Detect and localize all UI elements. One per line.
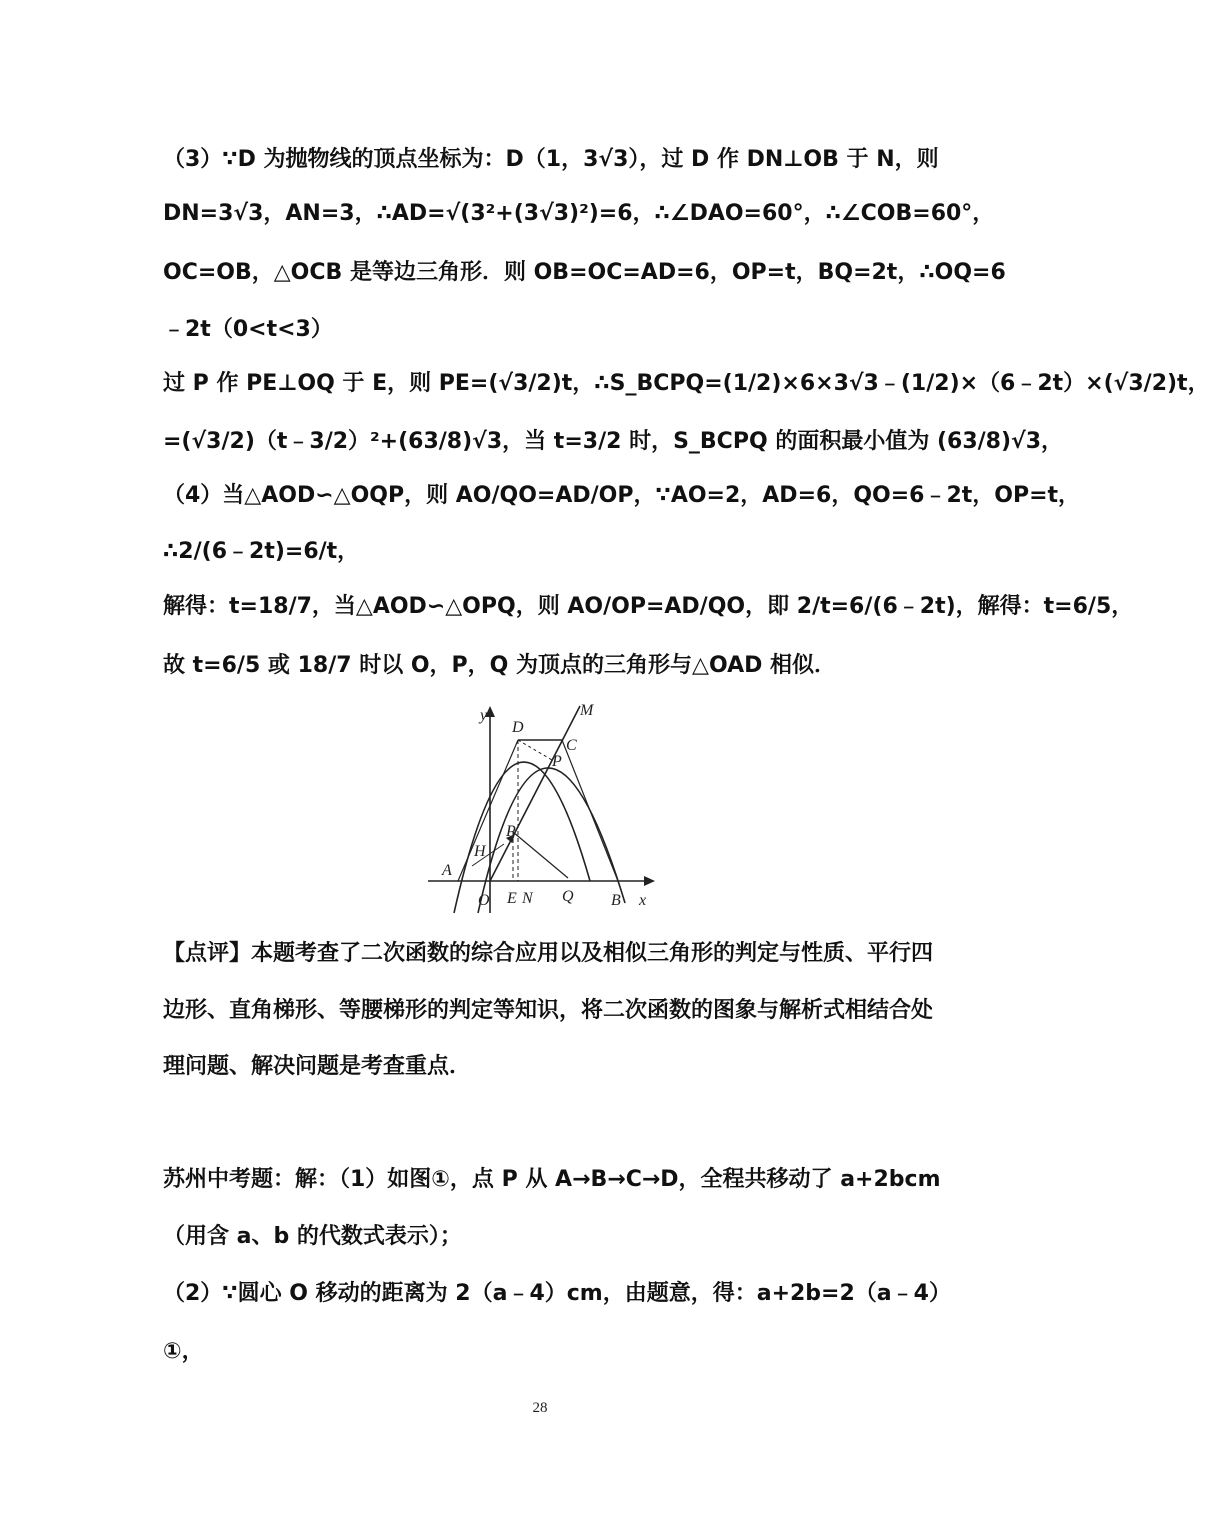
solution-line-2: DN=3√3，AN=3，∴AD=√(3²+(3√3)²)=6，∴∠DAO=60°，∴∠COB=60°， <box>163 201 995 226</box>
label-n: N <box>522 890 533 907</box>
x-axis-arrow <box>644 876 655 886</box>
review-line-3: 理问题、解决问题是考查重点． <box>163 1054 472 1079</box>
review-line-2: 边形、直角梯形、等腰梯形的判定等知识，将二次函数的图象与解析式相结合处 <box>163 998 934 1023</box>
figure-svg <box>420 698 670 918</box>
label-y: y <box>480 707 488 724</box>
label-d: D <box>512 719 524 736</box>
solution-line-9: 解得：t=18/7，当△AOD∽△OPQ，则 AO/OP=AD/QO，即 2/t=6/(6﹣2t)，解得：t=6/5， <box>163 594 1134 619</box>
parabola-shifted <box>478 768 625 913</box>
label-a: A <box>442 862 452 879</box>
review-line-1: 【点评】本题考查了二次函数的综合应用以及相似三角形的判定与性质、平行四 <box>163 941 934 966</box>
solution-line-10: 故 t=6/5 或 18/7 时以 O，P，Q 为顶点的三角形与△OAD 相似． <box>163 653 837 678</box>
geometry-figure <box>420 698 670 918</box>
label-p-lower: P <box>506 823 516 840</box>
solution-line-6: =(√3/2)（t﹣3/2）²+(63/8)√3，当 t=3/2 时，S_BCPQ 的面积最小值为 (63/8)√3， <box>163 429 1064 454</box>
label-m: M <box>580 702 594 719</box>
label-b: B <box>611 892 621 909</box>
label-x: x <box>639 892 647 909</box>
segment-cb <box>562 740 618 881</box>
solution-line-3: OC=OB，△OCB 是等边三角形．则 OB=OC=AD=6，OP=t，BQ=2t，∴OQ=6 <box>163 260 1006 285</box>
page-number: 28 <box>532 1400 548 1416</box>
solution-line-7: （4）当△AOD∽△OQP，则 AO/QO=AD/OP，∵AO=2，AD=6，QO=6﹣2t，OP=t， <box>163 483 1081 508</box>
label-o: O <box>478 892 490 909</box>
label-c: C <box>566 737 577 754</box>
line-om <box>490 706 580 881</box>
label-q: Q <box>562 888 574 905</box>
suzhou-line-1: 苏州中考题：解：（1）如图①，点 P 从 A→B→C→D，全程共移动了 a+2bcm <box>163 1167 941 1192</box>
segment-pq <box>513 832 568 878</box>
solution-line-1: （3）∵D 为抛物线的顶点坐标为：D（1，3√3），过 D 作 DN⊥OB 于 N，则 <box>163 147 939 172</box>
solution-line-4: ﹣2t（0<t<3） <box>163 317 333 342</box>
suzhou-line-3: （2）∵圆心 O 移动的距离为 2（a﹣4）cm，由题意，得：a+2b=2（a﹣4） <box>163 1281 951 1306</box>
solution-line-8: ∴2/(6﹣2t)=6/t， <box>163 539 360 564</box>
label-e: E <box>507 890 517 907</box>
segment-dp <box>518 740 552 760</box>
label-h: H <box>474 843 486 860</box>
solution-line-5: 过 P 作 PE⊥OQ 于 E，则 PE=(√3/2)t，∴S_BCPQ=(1/2)×6×3√3﹣(1/2)×（6﹣2t）×(√3/2)t， <box>163 371 1210 396</box>
suzhou-line-2: （用含 a、b 的代数式表示）； <box>163 1224 462 1249</box>
suzhou-line-4: ①， <box>163 1339 204 1364</box>
label-p-upper: P <box>552 753 562 770</box>
